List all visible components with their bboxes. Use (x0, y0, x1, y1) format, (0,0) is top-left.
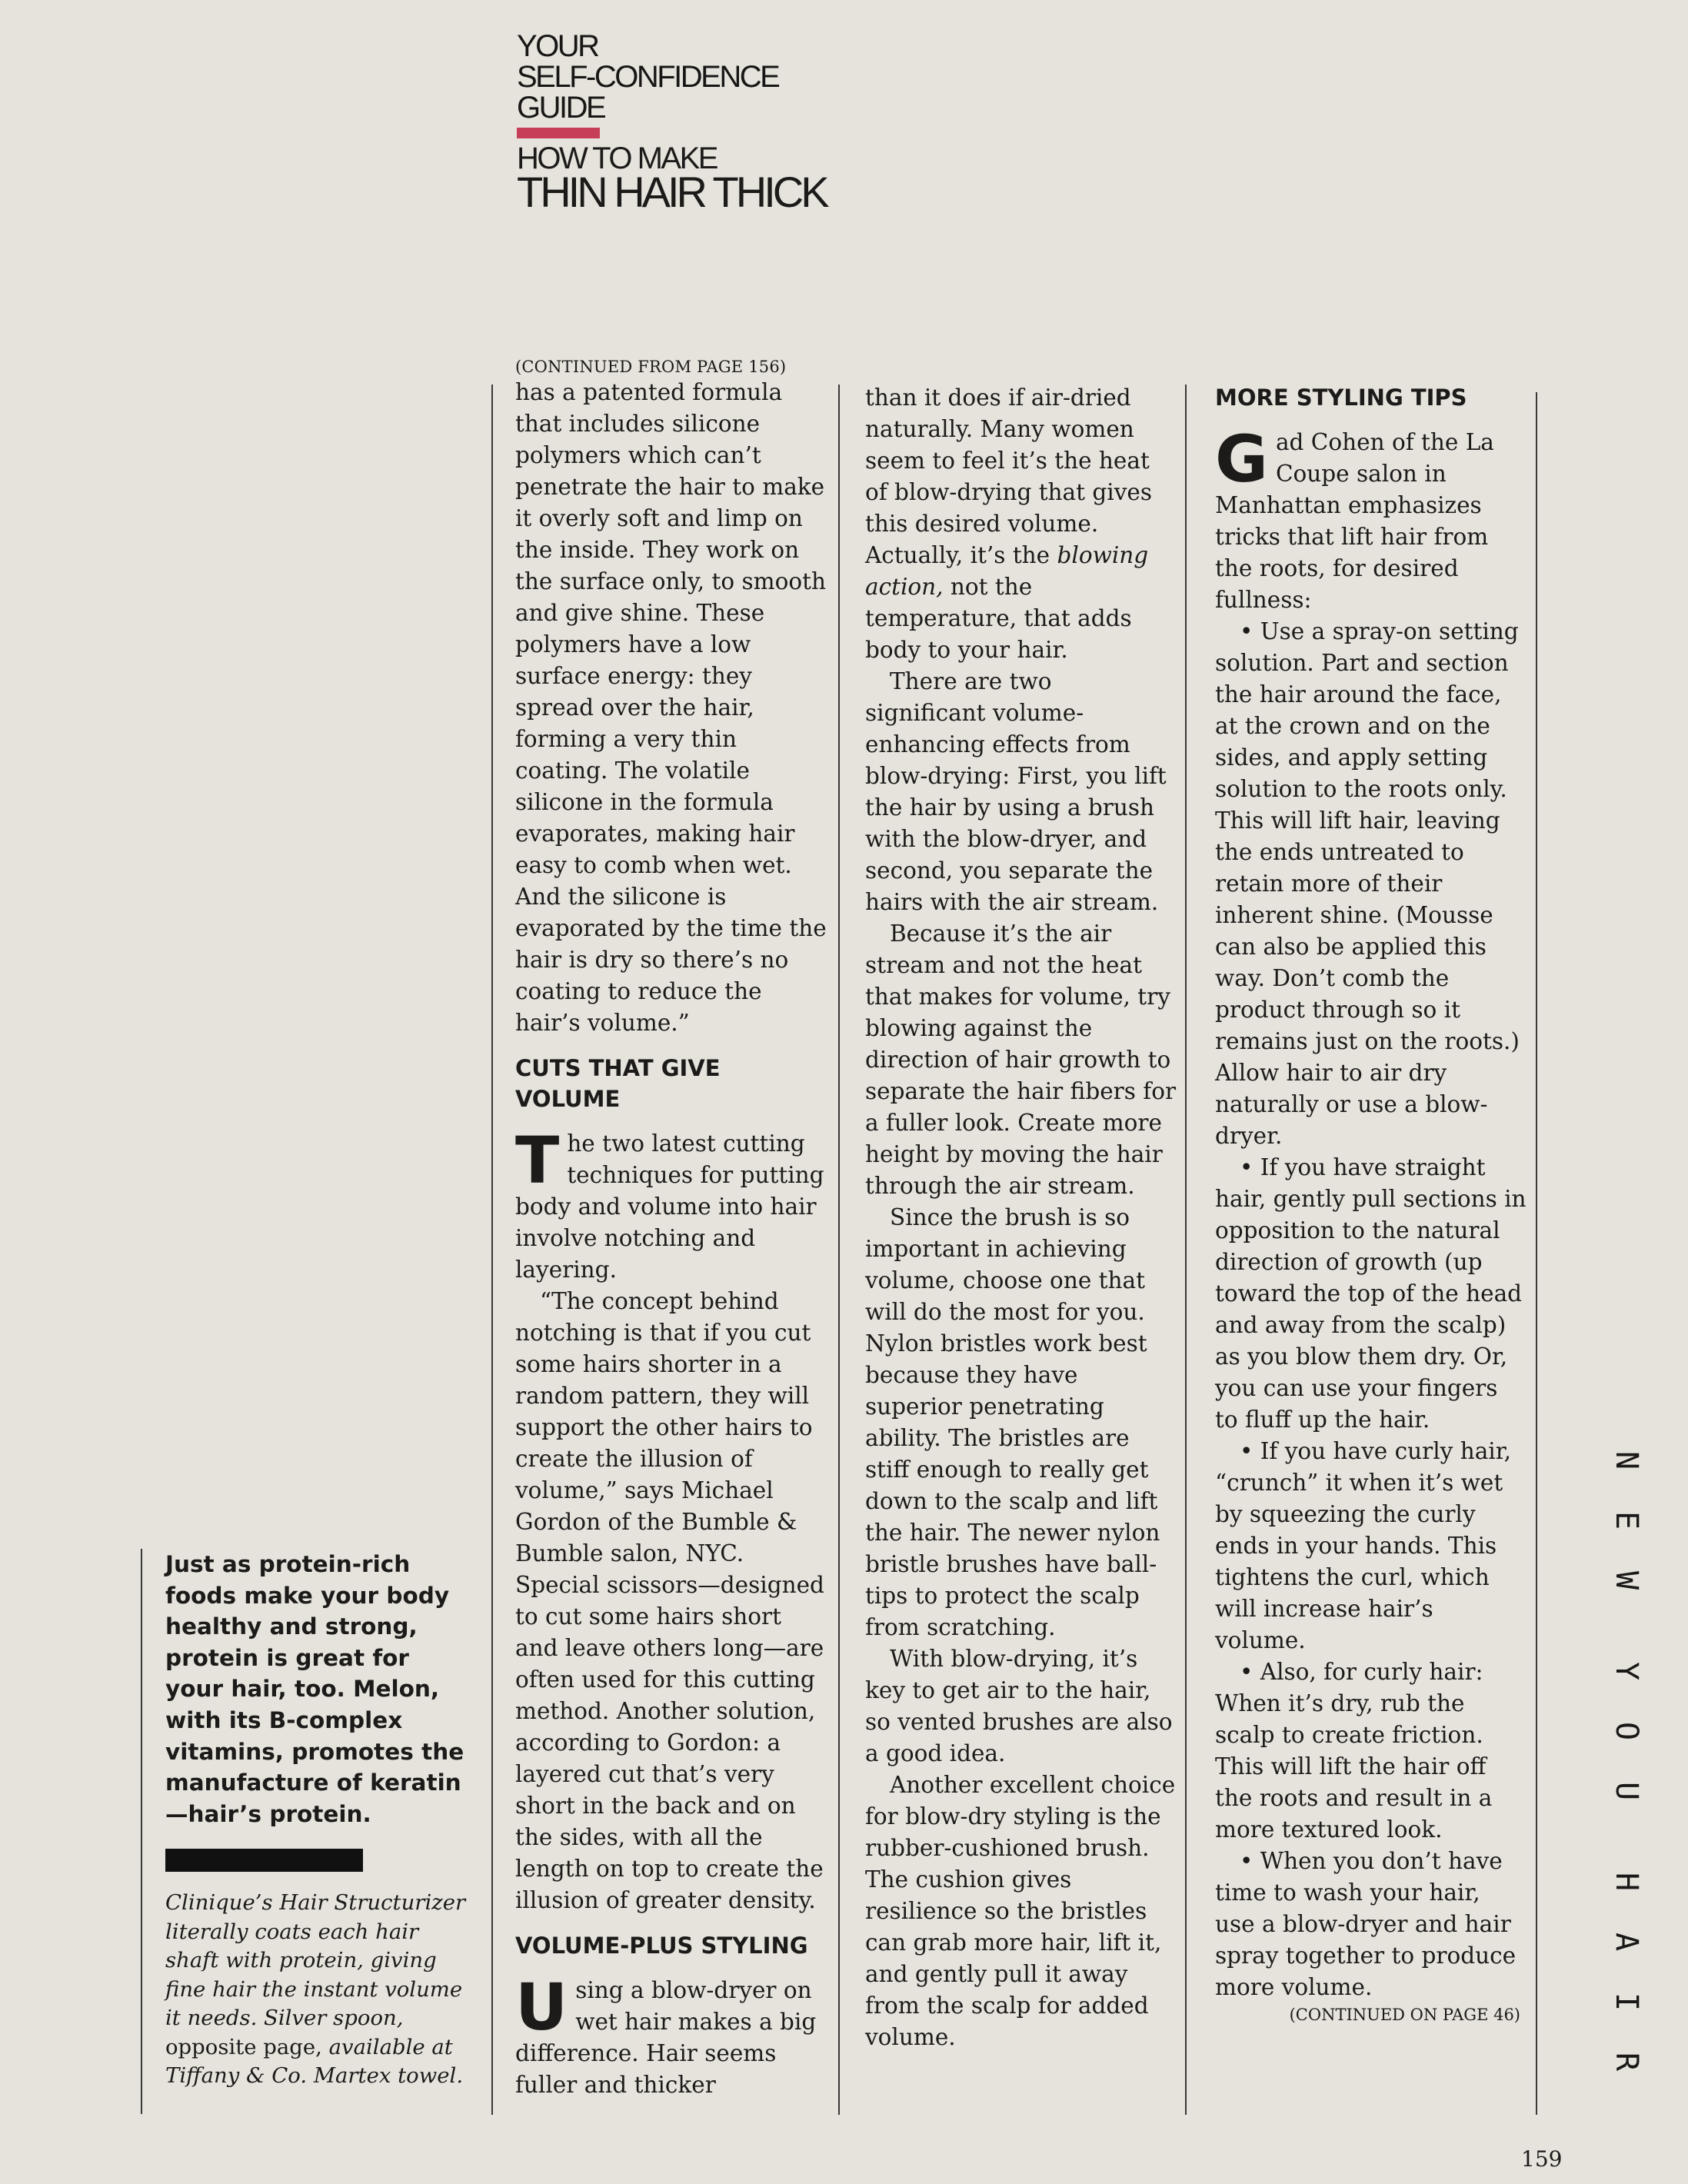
col2-paragraph-5: With blow-drying, it’s key to get air to the hair, so vented brushes are also a good idea. (865, 1646, 1173, 1766)
sidebar-letter: H (1609, 1872, 1644, 1892)
dropcap-u: U (515, 1969, 568, 2045)
column-1 (515, 357, 827, 2101)
tip-3: • If you have curly hair, “crunch” it when it’s wet by squeezing the curly ends in your hands. This tightens the curl, which will increase hair’s volume. (1215, 1438, 1511, 1653)
guide-line-1: YOUR (517, 29, 598, 63)
subhead-more-tips: MORE STYLING TIPS (1215, 385, 1467, 411)
guide-line-2: SELF-CONFIDENCE (517, 60, 779, 94)
col2-p1b: blowing action, (865, 542, 1149, 600)
sidebar-letter: E (1609, 1510, 1644, 1530)
col1-paragraph-3: “The concept behind notching is that if you cut some hairs shorter in a random pattern, they will support the other hairs to create the illusion of volume,” says Michael Gordon of the Bumble & Bumble salon, NYC. Special scissors—designed to cut some hairs short and leave others long—are often used for this cutting method. Another solution, according to Gordon: a layered cut that’s very short in the back and on the sides, with all the length on top to create the illusion of greater density. (515, 1288, 824, 1913)
sidebar-space (1611, 1603, 1642, 1649)
sidebar-letter: A (1609, 1932, 1644, 1952)
sidebar-letter: W (1609, 1570, 1644, 1590)
col2-p1a: than it does if air-dried naturally. Many women seem to feel it’s the heat of blow-drying that gives this desired volume. Actually, it’s the (865, 385, 1152, 568)
column-rule-2 (838, 385, 840, 2115)
sidebar-space (1611, 1813, 1642, 1859)
col1-paragraph-4 (515, 1969, 827, 2101)
tip-2: • If you have straight hair, gently pull sections in opposition to the natural direction of growth (up toward the top of the head and away from the scalp) as you blow them dry. Or, you can use your fingers to fluff up the hair. (1215, 1154, 1527, 1433)
tip-1: • Use a spray-on setting solution. Part and section the hair around the face, at the crown and on the sides, and apply setting solution to the roots only. This will lift hair, leaving the ends untreated to retain more of their inherent shine. (Mousse can also be applied this way. Don’t comb the product through so it remains just on the roots.) Allow hair to air dry naturally or use a blow-dryer. (1215, 618, 1520, 1149)
photo-credit (165, 1889, 473, 2091)
col1-paragraph-1: has a patented formula that includes silicone polymers which can’t penetrate the hair to make it overly soft and limp on the inside. They work on the surface only, to smooth and give shine. These polymers have a low surface energy: they spread over the hair, forming a very thin coating. The volatile silicone in the formula evaporates, making hair easy to comb when wet. And the silicone is evaporated by the time the hair is dry so there’s no coating to reduce the hair’s volume.” (515, 379, 827, 1036)
col3-paragraph-1 (1215, 421, 1527, 616)
column-rule-4 (1536, 392, 1537, 2115)
col2-paragraph-2: There are two significant volume-enhancing effects from blow-drying: First, you lift the hair by using a brush with the blow-dryer, and second, you separate the hairs with the air stream. (865, 668, 1167, 915)
article-kicker: HOW TO MAKE (517, 141, 717, 175)
page-number: 159 (1521, 2146, 1563, 2172)
tip-5: • When you don’t have time to wash your hair, use a blow-dryer and hair spray together to produce more volume. (1215, 1848, 1517, 2000)
article-title: THIN HAIR THICK (517, 168, 827, 216)
column-rule-3 (1185, 385, 1187, 2115)
subhead-volume-plus: VOLUME-PLUS STYLING (515, 1933, 808, 1959)
col3-p1-text: ad Cohen of the La Coupe salon in Manhattan emphasizes tricks that lift hair from the roots, for desired fullness: (1215, 429, 1494, 613)
col2-paragraph-3: Because it’s the air stream and not the heat that makes for volume, try blowing against the direction of hair growth to separate the hair fibers for a fuller look. Create more height by moving the hair through the air stream. (865, 921, 1177, 1199)
credit-roman: opposite page, (165, 2034, 322, 2059)
col2-paragraph-1 (865, 382, 1177, 666)
continued-from: (CONTINUED FROM PAGE 156) (515, 358, 787, 376)
sidebar-letter: R (1609, 2052, 1644, 2072)
sidebar-letter: O (1609, 1721, 1644, 1741)
caption-bar (165, 1849, 363, 1872)
col2-paragraph-6: Another excellent choice for blow-dry styling is the rubber-cushioned brush. The cushion gives resilience so the bristles can grab more hair, lift it, and gently pull it away from the scalp for added volume. (865, 1772, 1176, 2050)
guide-line-3: GUIDE (517, 91, 605, 125)
column-2 (865, 382, 1177, 2053)
sidebar-letter: Y (1609, 1661, 1644, 1681)
continued-to: (CONTINUED ON PAGE 46) (1289, 2006, 1520, 2024)
caption-rule (141, 1549, 142, 2114)
accent-bar (517, 128, 600, 138)
sidebar-letter: U (1609, 1781, 1644, 1801)
tip-4: • Also, for curly hair: When it’s dry, rub the scalp to create friction. This will lift the hair off the roots and result in a more textured look. (1215, 1659, 1493, 1843)
col1-p2-text: he two latest cutting techniques for putting body and volume into hair involve notching and layering. (515, 1130, 824, 1283)
column-3 (1215, 382, 1527, 2026)
subhead-cuts: CUTS THAT GIVE VOLUME (515, 1055, 721, 1112)
col2-p1c: not the temperature, that adds body to your hair. (865, 574, 1132, 663)
dropcap-t: T (515, 1123, 560, 1198)
col2-paragraph-4: Since the brush is so important in achieving volume, choose one that will do the most for you. Nylon bristles work best because they have superior penetrating ability. The bristles are stiff enough to really get down to the scalp and lift the hair. The newer nylon bristle brushes have ball-tips to protect the scalp from scratching. (865, 1204, 1160, 1640)
column-rule-1 (491, 385, 493, 2115)
credit-italic-1: Clinique’s Hair Structurizer literally coats each hair shaft with protein, giving fine hair the instant volume it needs. Silver spoon, (165, 1890, 466, 2030)
section-sidebar (1603, 1430, 1650, 2092)
sidebar-letter: I (1609, 1992, 1644, 2012)
col1-p4-text: sing a blow-dryer on wet hair makes a big difference. Hair seems fuller and thicker (515, 1977, 817, 2098)
credit-italic-2: available at Tiffany & Co. Martex towel. (165, 2034, 464, 2088)
guide-heading (517, 31, 778, 123)
sidebar-letter: N (1609, 1450, 1644, 1470)
caption-headline: Just as protein-rich foods make your body healthy and strong, protein is great for your hair, too. Melon, with its B-complex vitamins, promotes the manufacture of keratin—hair’s protein. (165, 1551, 464, 1827)
col1-paragraph-2 (515, 1123, 827, 1286)
dropcap-g: G (1215, 421, 1268, 497)
